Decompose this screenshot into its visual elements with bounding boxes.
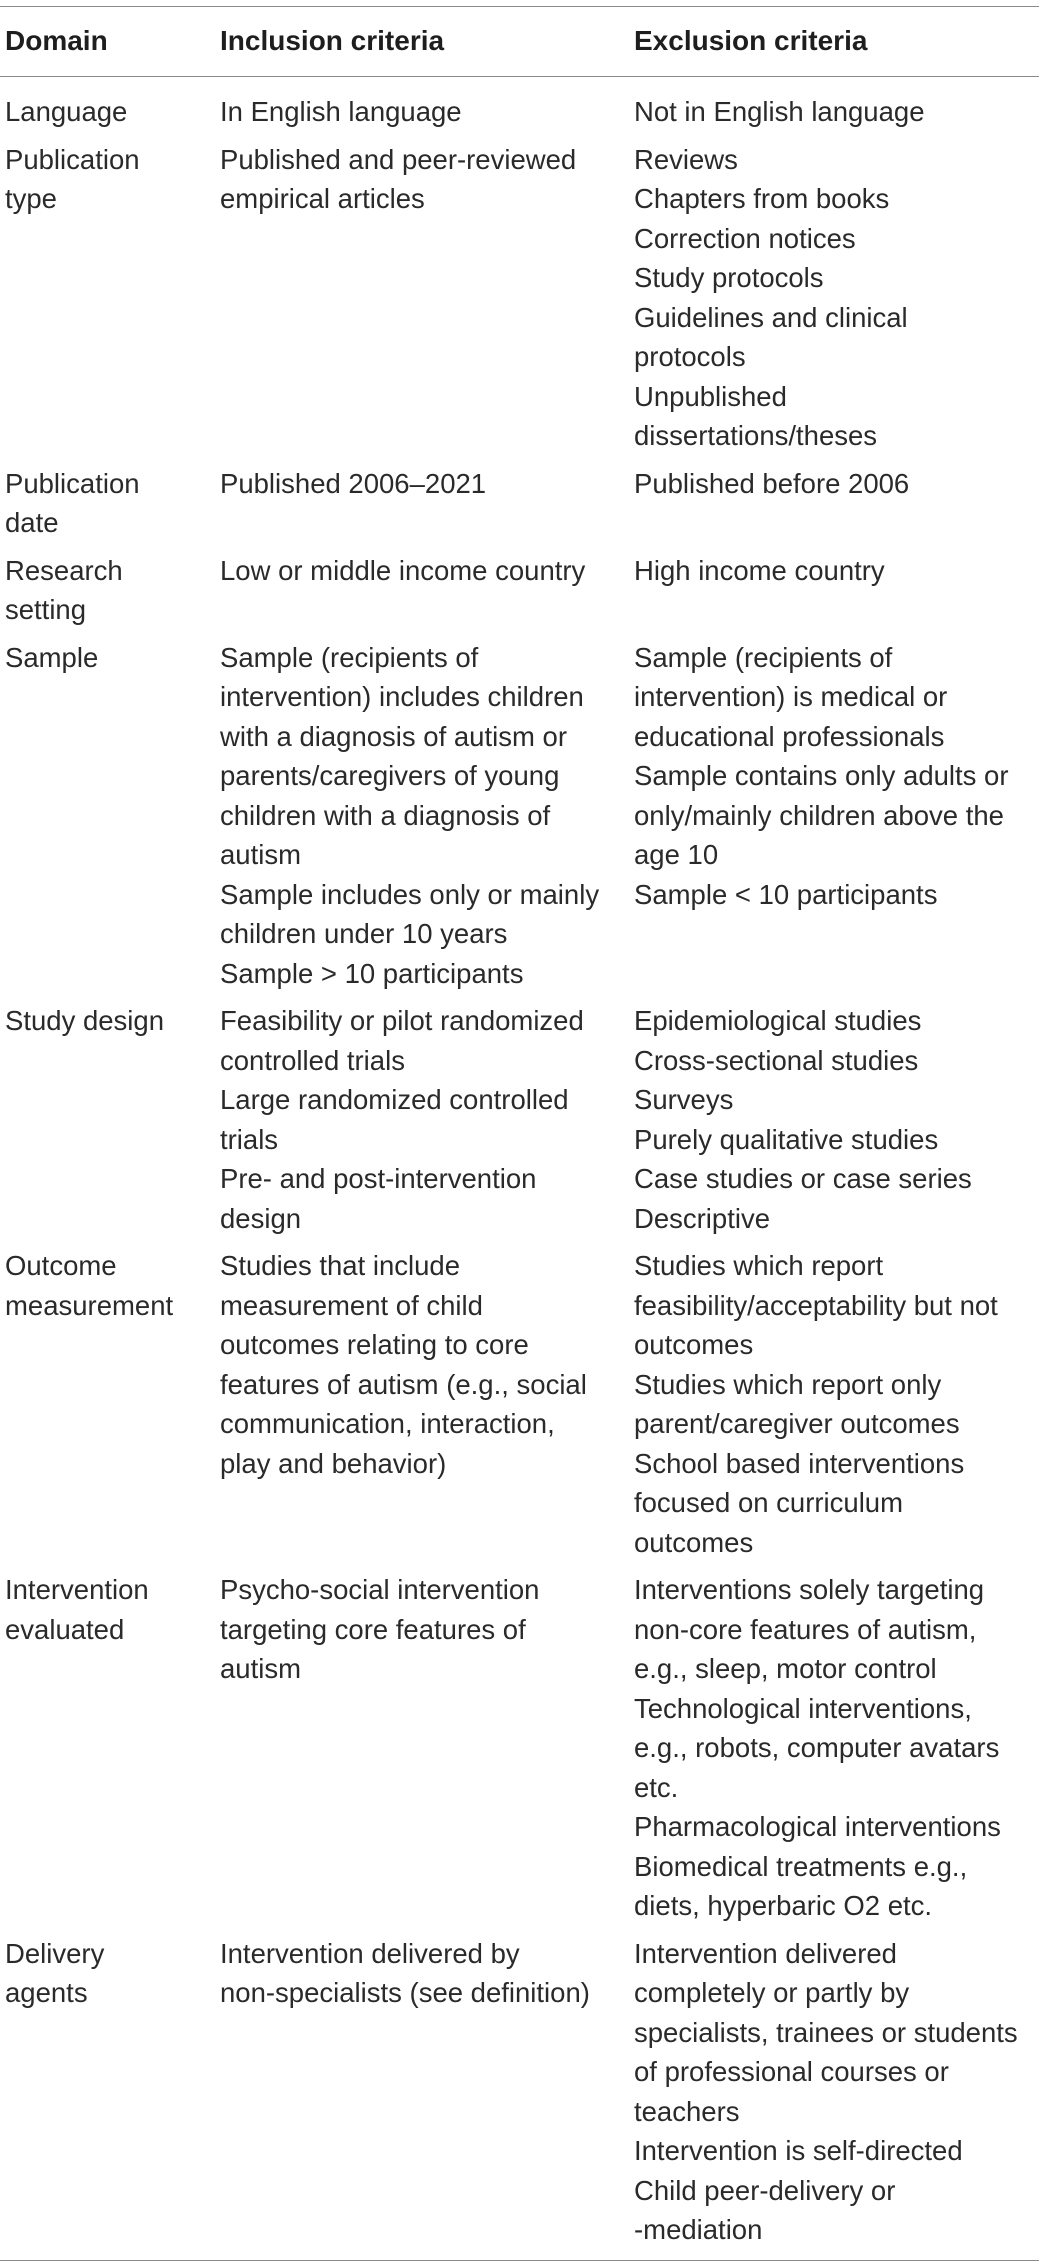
cell-text-line: targeting core features of (220, 1613, 526, 1645)
cell-text-line: completely or partly by (634, 1977, 910, 2008)
cell-text-line: empirical articles (220, 183, 425, 214)
cell-text-line: intervention) includes children (220, 681, 584, 712)
cell-text-line: Psycho-social intervention (220, 1574, 540, 1605)
table-bottom-rule (0, 2260, 1039, 2261)
cell-text-line: Child peer-delivery or (634, 2174, 896, 2206)
cell-text-line: autism (220, 839, 301, 870)
cell-text-line: diets, hyperbaric O2 etc. (634, 1890, 933, 1921)
cell-text-line: age 10 (634, 839, 719, 870)
cell-text-line: intervention) is medical or (634, 681, 948, 712)
cell-text-line: teachers (634, 2095, 740, 2127)
cell-inclusion (220, 464, 615, 504)
cell-text-line: trials (220, 1123, 279, 1155)
table-header-row (0, 24, 1039, 58)
cell-text-line: dissertations/theses (634, 420, 878, 451)
cell-text-line: focused on curriculum (634, 1487, 904, 1518)
cell-text-line: educational professionals (634, 720, 945, 752)
cell-text-line: play and behavior) (220, 1447, 447, 1479)
header-exclusion: Exclusion criteria (634, 25, 868, 56)
cell-text-line: etc. (634, 1771, 679, 1803)
cell-inclusion (220, 1570, 615, 1689)
cell-text-line: only/mainly children above the (634, 799, 1004, 831)
cell-exclusion (634, 1570, 1034, 1926)
cell-text-line: Published 2006–2021 (220, 467, 487, 499)
cell-text-line: Publication (5, 143, 140, 175)
cell-text-line: Studies which report only (634, 1368, 942, 1400)
cell-exclusion (634, 1001, 1034, 1238)
cell-text-line: Large randomized controlled (220, 1084, 569, 1115)
cell-text-line: feasibility/acceptability but not (634, 1289, 998, 1321)
cell-domain (5, 1570, 210, 1649)
cell-text-line: with a diagnosis of autism or (220, 720, 567, 752)
cell-domain (5, 638, 210, 678)
cell-text-line: Descriptive (634, 1202, 771, 1234)
header-domain: Domain (5, 25, 108, 56)
cell-text-line: Publication (5, 467, 140, 499)
cell-text-line: Low or middle income country (220, 554, 586, 586)
cell-text-line: Studies that include (220, 1250, 461, 1281)
cell-exclusion (634, 92, 1034, 132)
cell-text-line: outcomes (634, 1329, 754, 1360)
cell-text-line: date (5, 507, 59, 538)
cell-text-line: children under 10 years (220, 918, 508, 949)
cell-domain (5, 92, 210, 132)
cell-text-line: Cross-sectional studies (634, 1044, 919, 1076)
cell-exclusion (634, 140, 1034, 456)
cell-text-line: Feasibility or pilot randomized (220, 1005, 584, 1036)
cell-text-line: Delivery (5, 1937, 105, 1969)
cell-text-line: In English language (220, 96, 462, 127)
cell-text-line: Case studies or case series (634, 1163, 972, 1194)
cell-text-line: Sample (recipients of (634, 641, 893, 673)
cell-text-line: Sample contains only adults or (634, 760, 1009, 791)
cell-inclusion (220, 638, 615, 994)
cell-text-line: Biomedical treatments e.g., (634, 1850, 968, 1882)
cell-text-line: Published before 2006 (634, 467, 910, 499)
cell-text-line: outcomes (634, 1526, 754, 1558)
cell-text-line: measurement of child (220, 1289, 483, 1321)
cell-inclusion (220, 551, 615, 591)
cell-text-line: Intervention delivered (634, 1937, 897, 1969)
cell-text-line: setting (5, 594, 87, 625)
cell-text-line: autism (220, 1653, 301, 1684)
cell-text-line: Epidemiological studies (634, 1005, 922, 1036)
cell-text-line: Guidelines and clinical (634, 301, 908, 333)
cell-text-line: measurement (5, 1289, 174, 1321)
cell-exclusion (634, 638, 1034, 915)
cell-domain (5, 551, 210, 630)
cell-text-line: specialists, trainees or students (634, 2016, 1018, 2048)
cell-domain (5, 1246, 210, 1325)
cell-text-line: of professional courses or (634, 2056, 949, 2087)
cell-text-line: Sample (5, 641, 99, 673)
cell-text-line: Sample (recipients of (220, 641, 479, 673)
cell-text-line: Interventions solely targeting (634, 1574, 985, 1605)
cell-domain (5, 464, 210, 543)
cell-inclusion (220, 1246, 615, 1483)
cell-text-line: Pre- and post-intervention (220, 1163, 537, 1194)
cell-text-line: Unpublished (634, 380, 787, 412)
cell-text-line: Sample > 10 participants (220, 957, 524, 989)
cell-text-line: Intervention (5, 1574, 149, 1605)
cell-domain (5, 1934, 210, 2013)
cell-text-line: outcomes relating to core (220, 1329, 529, 1360)
cell-text-line: agents (5, 1977, 88, 2008)
cell-text-line: Language (5, 96, 128, 127)
cell-text-line: features of autism (e.g., social (220, 1368, 587, 1400)
cell-text-line: Outcome (5, 1250, 117, 1281)
cell-text-line: non-core features of autism, (634, 1613, 977, 1645)
cell-text-line: High income country (634, 554, 885, 586)
cell-text-line: e.g., sleep, motor control (634, 1653, 937, 1684)
cell-text-line: Correction notices (634, 222, 856, 254)
cell-text-line: Sample includes only or mainly (220, 878, 600, 910)
cell-text-line: Study design (5, 1005, 164, 1036)
cell-inclusion (220, 1001, 615, 1238)
cell-text-line: parent/caregiver outcomes (634, 1408, 960, 1439)
table-header-rule (0, 76, 1039, 77)
cell-text-line: communication, interaction, (220, 1408, 555, 1439)
cell-domain (5, 140, 210, 219)
header-inclusion: Inclusion criteria (220, 25, 445, 56)
cell-exclusion (634, 1246, 1034, 1562)
cell-text-line: Reviews (634, 143, 738, 175)
cell-text-line: Purely qualitative studies (634, 1123, 939, 1155)
cell-text-line: protocols (634, 341, 746, 372)
cell-domain (5, 1001, 210, 1041)
cell-text-line: parents/caregivers of young (220, 760, 560, 791)
cell-text-line: Study protocols (634, 262, 824, 293)
cell-text-line: e.g., robots, computer avatars (634, 1732, 1000, 1763)
cell-text-line: Technological interventions, (634, 1692, 972, 1724)
cell-inclusion (220, 140, 615, 219)
cell-text-line: Not in English language (634, 96, 925, 127)
cell-text-line: non-specialists (see definition) (220, 1977, 590, 2008)
cell-text-line: evaluated (5, 1613, 125, 1645)
cell-text-line: design (220, 1202, 302, 1234)
cell-exclusion (634, 1934, 1034, 2250)
cell-exclusion (634, 551, 1034, 591)
cell-text-line: Pharmacological interventions (634, 1811, 1001, 1842)
cell-text-line: School based interventions (634, 1447, 965, 1479)
cell-text-line: children with a diagnosis of (220, 799, 551, 831)
cell-text-line: Intervention is self-directed (634, 2135, 963, 2166)
cell-inclusion (220, 1934, 615, 2013)
table-top-rule (0, 6, 1039, 7)
cell-text-line: controlled trials (220, 1044, 405, 1076)
cell-text-line: type (5, 183, 57, 214)
cell-text-line: Published and peer-reviewed (220, 143, 577, 175)
cell-inclusion (220, 92, 615, 132)
cell-text-line: Studies which report (634, 1250, 884, 1281)
cell-text-line: Chapters from books (634, 183, 890, 214)
cell-text-line: -mediation (634, 2214, 763, 2245)
cell-text-line: Research (5, 554, 123, 586)
cell-text-line: Intervention delivered by (220, 1937, 520, 1969)
cell-text-line: Surveys (634, 1084, 734, 1115)
cell-text-line: Sample < 10 participants (634, 878, 938, 910)
cell-exclusion (634, 464, 1034, 504)
